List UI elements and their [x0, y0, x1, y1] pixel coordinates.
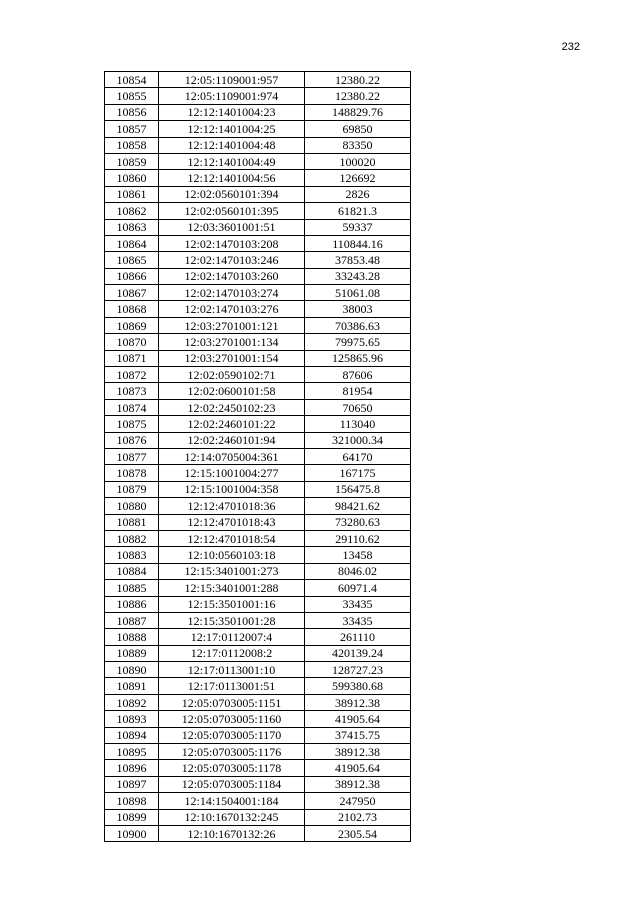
row-number-cell: 10855 — [105, 88, 159, 104]
cadastral-number-cell: 12:05:0703005:1170 — [159, 727, 305, 743]
table-row — [105, 744, 411, 760]
cadastral-number-cell: 12:02:0560101:394 — [159, 186, 305, 202]
table-row — [105, 825, 411, 841]
table-row — [105, 711, 411, 727]
cadastral-number-cell: 12:02:1470103:276 — [159, 301, 305, 317]
cadastral-number-cell: 12:02:0600101:58 — [159, 383, 305, 399]
cadastral-number-cell: 12:12:4701018:36 — [159, 498, 305, 514]
row-number-cell: 10879 — [105, 481, 159, 497]
row-number-cell: 10875 — [105, 416, 159, 432]
value-cell: 29110.62 — [305, 530, 411, 546]
cadastral-number-cell: 12:10:1670132:245 — [159, 809, 305, 825]
table-row — [105, 252, 411, 268]
table-row — [105, 170, 411, 186]
value-cell: 2826 — [305, 186, 411, 202]
table-row — [105, 530, 411, 546]
cadastral-number-cell: 12:12:1401004:48 — [159, 137, 305, 153]
table-row — [105, 678, 411, 694]
value-cell: 38912.38 — [305, 776, 411, 792]
row-number-cell: 10884 — [105, 563, 159, 579]
row-number-cell: 10880 — [105, 498, 159, 514]
table-row — [105, 88, 411, 104]
value-cell: 12380.22 — [305, 88, 411, 104]
table-row — [105, 727, 411, 743]
row-number-cell: 10883 — [105, 547, 159, 563]
row-number-cell: 10867 — [105, 285, 159, 301]
page-number: 232 — [561, 41, 580, 53]
row-number-cell: 10895 — [105, 744, 159, 760]
table-row — [105, 416, 411, 432]
cadastral-number-cell: 12:10:0560103:18 — [159, 547, 305, 563]
cadastral-number-cell: 12:14:0705004:361 — [159, 448, 305, 464]
cadastral-number-cell: 12:17:0112007:4 — [159, 629, 305, 645]
cadastral-number-cell: 12:15:3501001:16 — [159, 596, 305, 612]
value-cell: 37415.75 — [305, 727, 411, 743]
row-number-cell: 10889 — [105, 645, 159, 661]
value-cell: 81954 — [305, 383, 411, 399]
value-cell: 420139.24 — [305, 645, 411, 661]
table-row — [105, 662, 411, 678]
value-cell: 599380.68 — [305, 678, 411, 694]
cadastral-number-cell: 12:05:1109001:974 — [159, 88, 305, 104]
row-number-cell: 10869 — [105, 317, 159, 333]
cadastral-number-cell: 12:14:1504001:184 — [159, 793, 305, 809]
value-cell: 126692 — [305, 170, 411, 186]
table-row — [105, 235, 411, 251]
row-number-cell: 10862 — [105, 203, 159, 219]
value-cell: 41905.64 — [305, 760, 411, 776]
value-cell: 148829.76 — [305, 104, 411, 120]
value-cell: 167175 — [305, 465, 411, 481]
value-cell: 38912.38 — [305, 744, 411, 760]
cadastral-number-cell: 12:02:1470103:260 — [159, 268, 305, 284]
value-cell: 38912.38 — [305, 694, 411, 710]
cadastral-number-cell: 12:02:2460101:22 — [159, 416, 305, 432]
table-row — [105, 547, 411, 563]
cadastral-number-cell: 12:02:0590102:71 — [159, 367, 305, 383]
table-row — [105, 153, 411, 169]
value-cell: 33435 — [305, 596, 411, 612]
cadastral-number-cell: 12:02:1470103:246 — [159, 252, 305, 268]
value-cell: 12380.22 — [305, 72, 411, 88]
cadastral-number-cell: 12:03:3601001:51 — [159, 219, 305, 235]
cadastral-number-cell: 12:02:1470103:208 — [159, 235, 305, 251]
row-number-cell: 10900 — [105, 825, 159, 841]
cadastral-number-cell: 12:05:1109001:957 — [159, 72, 305, 88]
value-cell: 69850 — [305, 121, 411, 137]
table-row — [105, 645, 411, 661]
row-number-cell: 10887 — [105, 612, 159, 628]
table-row — [105, 301, 411, 317]
row-number-cell: 10857 — [105, 121, 159, 137]
row-number-cell: 10876 — [105, 432, 159, 448]
table-row — [105, 596, 411, 612]
cadastral-number-cell: 12:12:1401004:56 — [159, 170, 305, 186]
row-number-cell: 10893 — [105, 711, 159, 727]
value-cell: 98421.62 — [305, 498, 411, 514]
row-number-cell: 10859 — [105, 153, 159, 169]
row-number-cell: 10858 — [105, 137, 159, 153]
row-number-cell: 10896 — [105, 760, 159, 776]
row-number-cell: 10860 — [105, 170, 159, 186]
table-row — [105, 498, 411, 514]
value-cell: 41905.64 — [305, 711, 411, 727]
table-row — [105, 432, 411, 448]
table-row — [105, 694, 411, 710]
value-cell: 156475.8 — [305, 481, 411, 497]
table-row — [105, 317, 411, 333]
value-cell: 70650 — [305, 399, 411, 415]
cadastral-number-cell: 12:03:2701001:154 — [159, 350, 305, 366]
table-row — [105, 399, 411, 415]
cadastral-number-cell: 12:02:1470103:274 — [159, 285, 305, 301]
table-row — [105, 793, 411, 809]
row-number-cell: 10878 — [105, 465, 159, 481]
value-cell: 100020 — [305, 153, 411, 169]
row-number-cell: 10891 — [105, 678, 159, 694]
table-body — [105, 72, 411, 842]
table-row — [105, 776, 411, 792]
cadastral-number-cell: 12:12:1401004:23 — [159, 104, 305, 120]
table-row — [105, 203, 411, 219]
value-cell: 61821.3 — [305, 203, 411, 219]
row-number-cell: 10882 — [105, 530, 159, 546]
table-row — [105, 580, 411, 596]
row-number-cell: 10863 — [105, 219, 159, 235]
cadastral-number-cell: 12:12:1401004:49 — [159, 153, 305, 169]
table-row — [105, 104, 411, 120]
table-row — [105, 219, 411, 235]
row-number-cell: 10865 — [105, 252, 159, 268]
table-row — [105, 629, 411, 645]
cadastral-number-cell: 12:03:2701001:134 — [159, 334, 305, 350]
table-row — [105, 121, 411, 137]
cadastral-number-cell: 12:10:1670132:26 — [159, 825, 305, 841]
cadastral-number-cell: 12:03:2701001:121 — [159, 317, 305, 333]
row-number-cell: 10899 — [105, 809, 159, 825]
cadastral-number-cell: 12:15:1001004:277 — [159, 465, 305, 481]
cadastral-number-cell: 12:05:0703005:1151 — [159, 694, 305, 710]
row-number-cell: 10898 — [105, 793, 159, 809]
cadastral-number-cell: 12:02:2460101:94 — [159, 432, 305, 448]
row-number-cell: 10894 — [105, 727, 159, 743]
value-cell: 59337 — [305, 219, 411, 235]
value-cell: 8046.02 — [305, 563, 411, 579]
value-cell: 79975.65 — [305, 334, 411, 350]
table-row — [105, 383, 411, 399]
row-number-cell: 10872 — [105, 367, 159, 383]
value-cell: 2102.73 — [305, 809, 411, 825]
cadastral-number-cell: 12:05:0703005:1184 — [159, 776, 305, 792]
value-cell: 2305.54 — [305, 825, 411, 841]
table-row — [105, 186, 411, 202]
table-row — [105, 481, 411, 497]
value-cell: 33243.28 — [305, 268, 411, 284]
cadastral-number-cell: 12:15:3401001:273 — [159, 563, 305, 579]
cadastral-number-cell: 12:05:0703005:1160 — [159, 711, 305, 727]
row-number-cell: 10881 — [105, 514, 159, 530]
row-number-cell: 10877 — [105, 448, 159, 464]
row-number-cell: 10861 — [105, 186, 159, 202]
table-row — [105, 563, 411, 579]
value-cell: 125865.96 — [305, 350, 411, 366]
value-cell: 83350 — [305, 137, 411, 153]
table-row — [105, 448, 411, 464]
value-cell: 38003 — [305, 301, 411, 317]
row-number-cell: 10892 — [105, 694, 159, 710]
row-number-cell: 10885 — [105, 580, 159, 596]
table-row — [105, 612, 411, 628]
table-row — [105, 465, 411, 481]
row-number-cell: 10866 — [105, 268, 159, 284]
value-cell: 13458 — [305, 547, 411, 563]
row-number-cell: 10854 — [105, 72, 159, 88]
row-number-cell: 10890 — [105, 662, 159, 678]
table-row — [105, 72, 411, 88]
table-row — [105, 809, 411, 825]
value-cell: 33435 — [305, 612, 411, 628]
table-row — [105, 137, 411, 153]
row-number-cell: 10870 — [105, 334, 159, 350]
cadastral-number-cell: 12:12:1401004:25 — [159, 121, 305, 137]
row-number-cell: 10868 — [105, 301, 159, 317]
cadastral-number-cell: 12:17:0113001:51 — [159, 678, 305, 694]
row-number-cell: 10856 — [105, 104, 159, 120]
cadastral-number-cell: 12:05:0703005:1178 — [159, 760, 305, 776]
table-row — [105, 334, 411, 350]
value-cell: 37853.48 — [305, 252, 411, 268]
value-cell: 321000.34 — [305, 432, 411, 448]
table-row — [105, 760, 411, 776]
value-cell: 51061.08 — [305, 285, 411, 301]
cadastral-number-cell: 12:15:3501001:28 — [159, 612, 305, 628]
value-cell: 87606 — [305, 367, 411, 383]
value-cell: 73280.63 — [305, 514, 411, 530]
value-cell: 110844.16 — [305, 235, 411, 251]
cadastral-number-cell: 12:17:0113001:10 — [159, 662, 305, 678]
value-cell: 64170 — [305, 448, 411, 464]
cadastral-number-cell: 12:05:0703005:1176 — [159, 744, 305, 760]
value-cell: 128727.23 — [305, 662, 411, 678]
value-cell: 70386.63 — [305, 317, 411, 333]
value-cell: 247950 — [305, 793, 411, 809]
row-number-cell: 10873 — [105, 383, 159, 399]
table-row — [105, 514, 411, 530]
row-number-cell: 10888 — [105, 629, 159, 645]
cadastral-number-cell: 12:02:2450102:23 — [159, 399, 305, 415]
row-number-cell: 10886 — [105, 596, 159, 612]
row-number-cell: 10897 — [105, 776, 159, 792]
value-cell: 113040 — [305, 416, 411, 432]
cadastral-number-cell: 12:02:0560101:395 — [159, 203, 305, 219]
cadastral-number-cell: 12:17:0112008:2 — [159, 645, 305, 661]
row-number-cell: 10874 — [105, 399, 159, 415]
row-number-cell: 10871 — [105, 350, 159, 366]
cadastral-number-cell: 12:15:3401001:288 — [159, 580, 305, 596]
table-row — [105, 285, 411, 301]
value-cell: 261110 — [305, 629, 411, 645]
row-number-cell: 10864 — [105, 235, 159, 251]
data-table — [104, 71, 411, 842]
cadastral-number-cell: 12:15:1001004:358 — [159, 481, 305, 497]
table-row — [105, 367, 411, 383]
cadastral-number-cell: 12:12:4701018:43 — [159, 514, 305, 530]
value-cell: 60971.4 — [305, 580, 411, 596]
table-row — [105, 350, 411, 366]
cadastral-number-cell: 12:12:4701018:54 — [159, 530, 305, 546]
table-row — [105, 268, 411, 284]
